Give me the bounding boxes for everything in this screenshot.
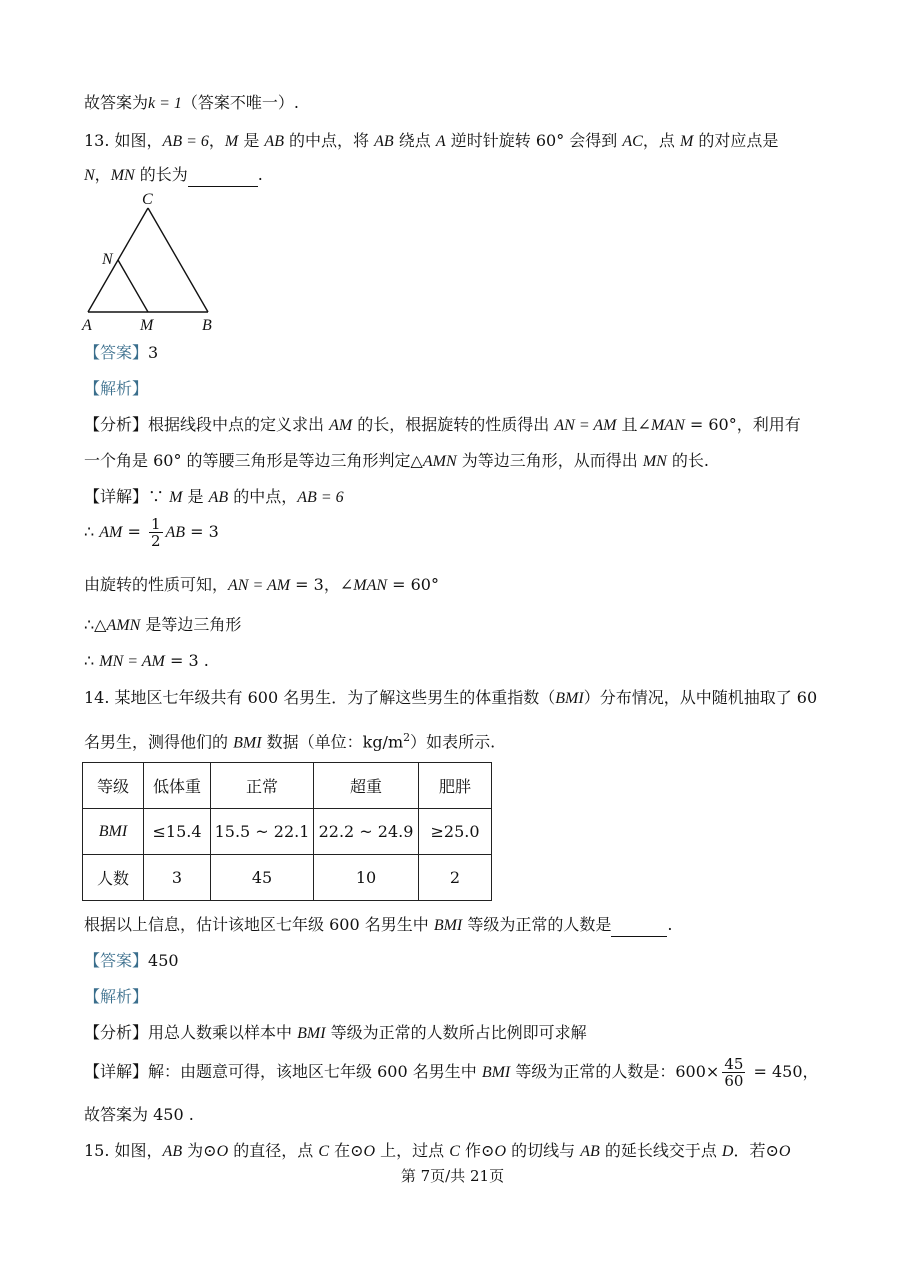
- q13-math: M: [224, 133, 239, 150]
- q13-text: 逆时针旋转 60° 会得到: [445, 131, 623, 150]
- q13-fenxi-line2: [84, 450, 709, 473]
- q14-text: 名男生，测得他们的: [84, 732, 234, 752]
- answer-blank: [188, 164, 258, 187]
- q15-text: ．若⊙: [733, 1141, 779, 1160]
- table-cell: 2: [419, 855, 492, 901]
- q13-text: 的长，根据旋转的性质得出: [352, 415, 555, 434]
- q13-math: M: [169, 489, 183, 506]
- q14-text: 数据（单位：kg/m: [261, 732, 404, 752]
- label-m: M: [140, 317, 154, 334]
- q13-text: 的中点，: [228, 487, 298, 506]
- table-cell: 等级: [83, 763, 144, 809]
- q15-math: D: [721, 1143, 734, 1160]
- table-cell: 10: [314, 855, 419, 901]
- q15-stem-line1: [84, 1140, 790, 1163]
- q13-text: 且∠: [616, 415, 651, 434]
- q15-text: 上，过点: [375, 1141, 450, 1160]
- q15-text: 的切线与: [506, 1141, 581, 1160]
- q14-stem-line2: [84, 727, 495, 754]
- q13-text: 是: [182, 487, 209, 506]
- prev-answer-line: [84, 92, 299, 115]
- fenxi-tag: 【分析】: [84, 1023, 149, 1042]
- label-n: N: [102, 251, 113, 268]
- q13-math: MN: [110, 167, 135, 184]
- fraction-denominator: 2: [150, 532, 161, 550]
- table-cell: ≤15.4: [144, 809, 211, 855]
- analysis-tag: 【解析】: [84, 987, 149, 1006]
- q13-text: 的长为: [134, 165, 188, 184]
- q13-text: 由旋转的性质可知，: [84, 575, 229, 594]
- fraction-numerator: 1: [150, 515, 161, 533]
- q14-text: = 450，: [748, 1062, 819, 1081]
- label-c: C: [142, 191, 153, 208]
- table-row: [83, 855, 492, 901]
- q14-analysis-tag: [84, 986, 148, 1008]
- q14-math: BMI: [481, 1064, 511, 1081]
- table-cell: BMI: [83, 809, 144, 855]
- answer-value: 450: [148, 951, 179, 970]
- analysis-tag: 【解析】: [84, 379, 149, 398]
- xiangjie-tag: 【详解】: [84, 1062, 149, 1081]
- q14-text: 等级为正常的人数所占比例即可求解: [325, 1023, 587, 1042]
- q13-fenxi-line1: [84, 414, 801, 437]
- q13-stem-line2: [84, 164, 263, 187]
- q14-text: ）分布情况，从中随机抽取了 60: [583, 688, 818, 707]
- table-cell: 超重: [314, 763, 419, 809]
- table-cell: 正常: [211, 763, 314, 809]
- q15-math: O: [216, 1143, 229, 1160]
- table-cell: 人数: [83, 855, 144, 901]
- q14-final: [84, 1104, 194, 1126]
- q13-text: 是: [238, 131, 265, 150]
- prev-answer-math: k = 1: [148, 95, 182, 112]
- triangle-figure: [78, 188, 228, 336]
- segment-nm: [118, 260, 148, 312]
- q13-text: 绕点: [393, 131, 436, 150]
- q13-math: AM: [99, 524, 123, 541]
- q13-text: ，点: [642, 131, 680, 150]
- q13-xiangjie-line5: [84, 650, 209, 673]
- q14-text: .: [667, 915, 673, 934]
- q14-text: 14. 某地区七年级共有 600 名男生．为了解这些男生的体重指数（: [84, 688, 556, 707]
- label-a: A: [82, 317, 92, 334]
- q13-math: A: [435, 133, 446, 150]
- q13-math: AMN: [422, 453, 457, 470]
- q15-math: AB: [580, 1143, 600, 1160]
- q15-text: 为⊙: [182, 1141, 217, 1160]
- q13-math: M: [679, 133, 694, 150]
- table-cell: 3: [144, 855, 211, 901]
- q15-text: 的延长线交于点: [599, 1141, 722, 1160]
- q13-math: AC: [622, 133, 643, 150]
- bmi-table: [82, 762, 492, 901]
- q13-math: AB: [374, 133, 394, 150]
- q13-text: =: [122, 522, 146, 541]
- q15-math: C: [449, 1143, 460, 1160]
- fenxi-tag: 【分析】: [84, 415, 149, 434]
- q13-text: ∵: [148, 487, 170, 506]
- q13-stem-line1: [84, 130, 778, 153]
- q13-text: = 60°: [387, 575, 439, 594]
- q13-math: AB: [264, 133, 284, 150]
- q13-text: 是等边三角形: [140, 615, 242, 634]
- table-cell: ≥25.0: [419, 809, 492, 855]
- q14-text: 解：由题意可得，该地区七年级 600 名男生中: [148, 1062, 482, 1081]
- fraction-denominator: 60: [724, 1072, 744, 1090]
- segment-cb: [148, 208, 208, 312]
- answer-tag: 【答案】: [84, 343, 149, 362]
- q14-xiangjie: [84, 1052, 819, 1093]
- q13-text: 为等边三角形，从而得出: [456, 451, 643, 470]
- q13-math: AM: [329, 417, 353, 434]
- q14-text: ）如表所示.: [410, 732, 496, 752]
- q13-math: MAN: [353, 577, 388, 594]
- q13-math: AB: [165, 524, 186, 541]
- answer-value: 3: [148, 343, 159, 362]
- q13-text: .: [257, 165, 263, 184]
- table-cell: 45: [211, 855, 314, 901]
- q13-text: 13. 如图，: [84, 131, 163, 150]
- prev-answer-note: （答案不唯一）.: [181, 93, 300, 112]
- table-cell: 肥胖: [419, 763, 492, 809]
- q13-xiangjie-line1: [84, 486, 344, 509]
- label-b: B: [202, 317, 212, 334]
- xiangjie-tag: 【详解】: [84, 487, 149, 506]
- q13-text: = 3，∠: [290, 575, 354, 594]
- q14-math: BMI: [433, 917, 463, 934]
- q13-text: ，: [94, 165, 111, 184]
- fraction-45-60: [722, 1056, 745, 1089]
- prev-answer-text: 故答案为: [84, 93, 149, 112]
- q13-answer: [84, 342, 158, 364]
- answer-blank: [611, 914, 667, 937]
- q13-math: MAN: [650, 417, 685, 434]
- q13-xiangjie-line2: [84, 514, 219, 551]
- q13-analysis-tag: [84, 378, 148, 400]
- q15-math: AB: [162, 1143, 183, 1160]
- q13-math: AB = 6: [162, 133, 209, 150]
- q13-math: N: [84, 167, 95, 184]
- q14-math: BMI: [297, 1025, 326, 1042]
- answer-tag: 【答案】: [84, 951, 149, 970]
- table-cell: 22.2 ~ 24.9: [314, 809, 419, 855]
- q13-text: 的长.: [666, 451, 709, 470]
- q13-text: 一个角是 60° 的等腰三角形是等边三角形判定△: [84, 451, 423, 470]
- q13-text: 的对应点是: [693, 131, 779, 150]
- q13-math: AB = 6: [297, 489, 344, 506]
- q15-math: O: [494, 1143, 506, 1160]
- q13-xiangjie-line4: [84, 614, 241, 637]
- q13-text: 根据线段中点的定义求出: [148, 415, 330, 434]
- q14-text: 故答案为 450 .: [84, 1105, 194, 1124]
- table-row: [83, 809, 492, 855]
- q14-text: 用总人数乘以样本中: [148, 1023, 298, 1042]
- q13-text: = 60°，利用有: [684, 415, 801, 434]
- q13-math: MN: [642, 453, 667, 470]
- q15-text: 15. 如图，: [84, 1141, 163, 1160]
- q13-math: AMN: [106, 617, 141, 634]
- q13-text: = 3: [185, 522, 219, 541]
- q13-math: MN = AM: [99, 653, 165, 670]
- fraction-numerator: 45: [724, 1055, 744, 1073]
- q13-text: ，: [208, 131, 225, 150]
- q15-text: 作⊙: [459, 1141, 495, 1160]
- q14-superscript: 2: [403, 731, 411, 744]
- q14-fenxi: [84, 1022, 587, 1045]
- q14-text: 等级为正常的人数是: [462, 915, 612, 934]
- table-header-row: [83, 763, 492, 809]
- q14-stem-line1: [84, 687, 817, 710]
- q13-text: = 3 .: [164, 651, 209, 670]
- page-footer: 第 7页/共 21页: [400, 1167, 505, 1185]
- q15-text: 的直径，点: [228, 1141, 319, 1160]
- q13-math: AN = AM: [228, 577, 291, 594]
- q14-math: BMI: [555, 690, 584, 707]
- q13-math: AB: [208, 489, 229, 506]
- table-cell: 低体重: [144, 763, 211, 809]
- q14-math: BMI: [233, 734, 262, 752]
- q14-question: [84, 914, 672, 937]
- q14-text: 等级为正常的人数是：600×: [510, 1062, 720, 1081]
- q15-math: C: [318, 1143, 330, 1160]
- q13-math: AN = AM: [554, 417, 617, 434]
- q13-text: ∴: [84, 522, 100, 541]
- q14-text: 根据以上信息，估计该地区七年级 600 名男生中: [84, 915, 434, 934]
- table-cell: 15.5 ~ 22.1: [211, 809, 314, 855]
- q14-answer: [84, 950, 179, 972]
- q13-text: ∴△: [84, 615, 107, 634]
- q13-text: 的中点，将: [283, 131, 375, 150]
- q15-math: O: [363, 1143, 376, 1160]
- q15-text: 在⊙: [329, 1141, 364, 1160]
- fraction-one-half: [149, 516, 163, 549]
- q13-xiangjie-line3: [84, 574, 439, 597]
- q15-math: O: [778, 1143, 791, 1160]
- q13-text: ∴: [84, 651, 100, 670]
